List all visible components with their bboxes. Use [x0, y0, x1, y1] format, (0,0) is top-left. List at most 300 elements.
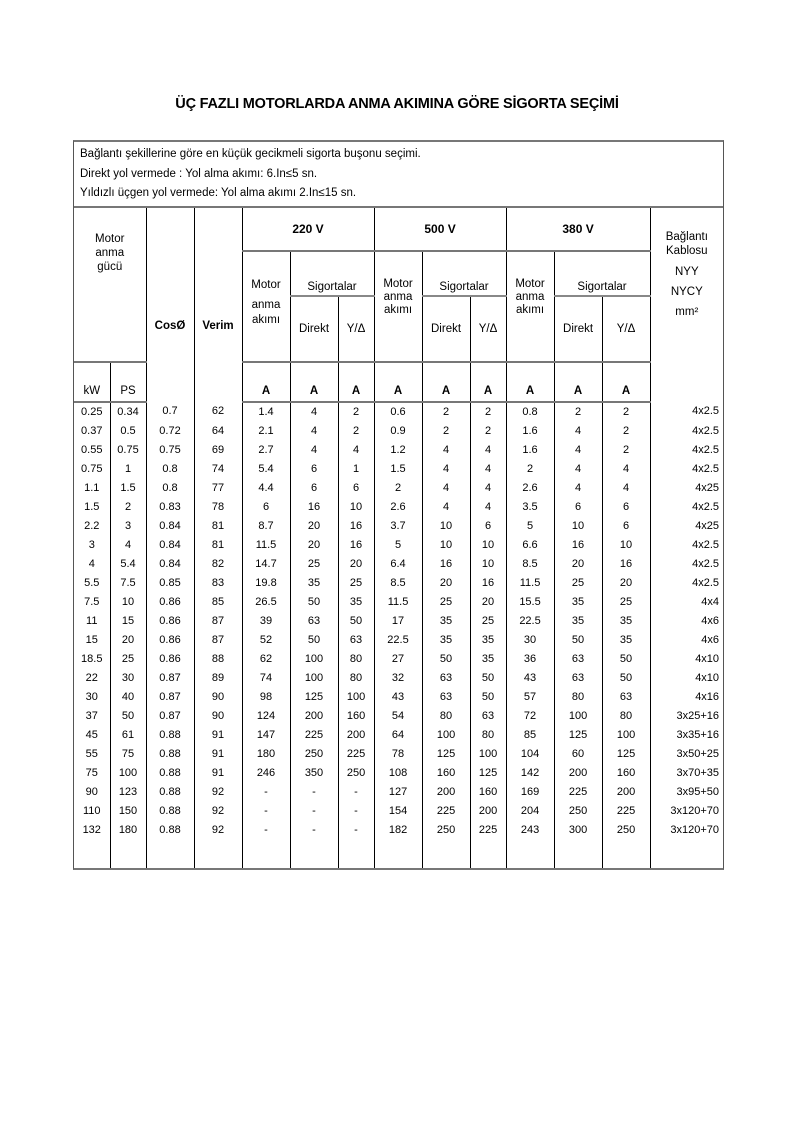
cell-star-delta-220: 20 [338, 555, 374, 574]
cell-cable: 4x2.5 [650, 574, 723, 593]
cell-star-delta-380: 2 [602, 422, 650, 441]
intro-line: Direkt yol vermede : Yol alma akımı: 6.In≤5 sn. [80, 167, 318, 180]
table-row [74, 517, 723, 536]
cell-current-220: 98 [242, 688, 290, 707]
cell-current-220: 4.4 [242, 479, 290, 498]
cell-direct-220: 100 [290, 669, 338, 688]
cell-cable: 3x50+25 [650, 745, 723, 764]
cell-star-delta-220: 4 [338, 441, 374, 460]
cell-cable: 4x2.5 [650, 441, 723, 460]
cable-nyy: NYY [674, 265, 699, 278]
cell-current-500: 5 [374, 536, 422, 555]
cell-efficiency: 83 [194, 574, 242, 593]
cell-direct-220: - [290, 802, 338, 821]
cell-direct-220: 16 [290, 498, 338, 517]
cell-kw: 15 [74, 631, 110, 650]
cell-current-220: 8.7 [242, 517, 290, 536]
cell-current-500: 2.6 [374, 498, 422, 517]
cell-cos: 0.7 [146, 402, 194, 422]
cell-cos: 0.75 [146, 441, 194, 460]
cell-ps: 5.4 [110, 555, 146, 574]
cell-current-380: 72 [506, 707, 554, 726]
cell-star-delta-380: 6 [602, 517, 650, 536]
cell-current-500: 43 [374, 688, 422, 707]
cell-star-delta-380: 35 [602, 631, 650, 650]
cell-current-220: 5.4 [242, 460, 290, 479]
cell-current-220: 62 [242, 650, 290, 669]
cell-cos: 0.87 [146, 707, 194, 726]
cell-direct-500: 10 [422, 517, 470, 536]
cell-cable: 4x2.5 [650, 402, 723, 422]
cell-cable: 4x16 [650, 688, 723, 707]
unit-a: A [506, 362, 554, 402]
cell-current-220: 39 [242, 612, 290, 631]
cell-direct-380: 63 [554, 650, 602, 669]
cell-ps: 40 [110, 688, 146, 707]
motor-current-500-header [374, 251, 422, 362]
cell-efficiency: 87 [194, 631, 242, 650]
cell-direct-220: 6 [290, 479, 338, 498]
cell-direct-500: 16 [422, 555, 470, 574]
cell-cos: 0.84 [146, 536, 194, 555]
cell-direct-220: 35 [290, 574, 338, 593]
cell-star-delta-220: 50 [338, 612, 374, 631]
cell-kw: 5.5 [74, 574, 110, 593]
cell-cable: 4x6 [650, 612, 723, 631]
cell-direct-380: 80 [554, 688, 602, 707]
cell-direct-380: 6 [554, 498, 602, 517]
cell-kw: 110 [74, 802, 110, 821]
table-row [74, 821, 723, 840]
cell-star-delta-380: 50 [602, 650, 650, 669]
cell-cos: 0.83 [146, 498, 194, 517]
cell-direct-500: 4 [422, 441, 470, 460]
cell-star-delta-380: 6 [602, 498, 650, 517]
cell-cos: 0.86 [146, 631, 194, 650]
cell-kw: 90 [74, 783, 110, 802]
cell-star-delta-500: 6 [470, 517, 506, 536]
cell-ps: 123 [110, 783, 146, 802]
cell-star-delta-220: 10 [338, 498, 374, 517]
cell-star-delta-380: 125 [602, 745, 650, 764]
intro-line: Bağlantı şekillerine göre en küçük gecikmeli sigorta buşonu seçimi. [80, 148, 421, 160]
cell-ps: 7.5 [110, 574, 146, 593]
cell-direct-500: 225 [422, 802, 470, 821]
cell-direct-220: 25 [290, 555, 338, 574]
cell-cable: 3x70+35 [650, 764, 723, 783]
cell-current-220: 124 [242, 707, 290, 726]
cell-current-220: 147 [242, 726, 290, 745]
cell-kw: 1.5 [74, 498, 110, 517]
cell-star-delta-220: 25 [338, 574, 374, 593]
cell-star-delta-220: 2 [338, 422, 374, 441]
cell-current-500: 64 [374, 726, 422, 745]
cell-star-delta-380: 10 [602, 536, 650, 555]
cable-label: Bağlantı Kablosu [665, 230, 708, 257]
cell-star-delta-380: 50 [602, 669, 650, 688]
cell-cable: 4x2.5 [650, 460, 723, 479]
cell-star-delta-220: 225 [338, 745, 374, 764]
table-row [74, 460, 723, 479]
cell-direct-380: 125 [554, 726, 602, 745]
cell-direct-380: 300 [554, 821, 602, 840]
cell-efficiency: 92 [194, 802, 242, 821]
cell-direct-220: 250 [290, 745, 338, 764]
motor-current-label: Motor anma akımı [515, 277, 545, 316]
motor-current-380-header [506, 251, 554, 362]
cell-direct-380: 25 [554, 574, 602, 593]
cell-cos: 0.88 [146, 764, 194, 783]
cell-ps: 25 [110, 650, 146, 669]
cell-cable: 4x2.5 [650, 498, 723, 517]
cell-star-delta-500: 10 [470, 536, 506, 555]
cell-efficiency: 82 [194, 555, 242, 574]
cell-direct-500: 63 [422, 669, 470, 688]
cell-star-delta-500: 100 [470, 745, 506, 764]
cell-kw: 11 [74, 612, 110, 631]
table-row [74, 422, 723, 441]
table-row [74, 631, 723, 650]
cell-kw: 4 [74, 555, 110, 574]
empty-cell [290, 840, 338, 868]
cell-cos: 0.86 [146, 612, 194, 631]
cell-direct-500: 125 [422, 745, 470, 764]
cell-direct-380: 4 [554, 422, 602, 441]
cell-current-380: 0.8 [506, 402, 554, 422]
cell-current-500: 17 [374, 612, 422, 631]
cell-kw: 75 [74, 764, 110, 783]
cell-current-220: 246 [242, 764, 290, 783]
motor-power-label: Motor anma gücü [95, 232, 125, 273]
cell-kw: 2.2 [74, 517, 110, 536]
cell-direct-220: 50 [290, 631, 338, 650]
page-title: ÜÇ FAZLI MOTORLARDA ANMA AKIMINA GÖRE SİGORTA SEÇİMİ [175, 96, 619, 112]
cell-efficiency: 92 [194, 783, 242, 802]
cell-current-220: 74 [242, 669, 290, 688]
empty-cell [374, 840, 422, 868]
cell-direct-220: - [290, 783, 338, 802]
unit-a: A [602, 362, 650, 402]
cell-efficiency: 64 [194, 422, 242, 441]
cell-ps: 1.5 [110, 479, 146, 498]
table-row [74, 650, 723, 669]
cell-direct-220: - [290, 821, 338, 840]
cell-star-delta-220: 100 [338, 688, 374, 707]
cell-efficiency: 87 [194, 612, 242, 631]
cell-direct-500: 50 [422, 650, 470, 669]
unit-a: A [242, 362, 290, 402]
cell-star-delta-380: 16 [602, 555, 650, 574]
cell-star-delta-380: 2 [602, 441, 650, 460]
cell-cable: 4x10 [650, 669, 723, 688]
table-row [74, 536, 723, 555]
cell-current-500: 8.5 [374, 574, 422, 593]
cell-current-220: 11.5 [242, 536, 290, 555]
cable-nycy: NYCY [670, 285, 703, 298]
cell-direct-380: 35 [554, 612, 602, 631]
cell-current-380: 1.6 [506, 441, 554, 460]
cell-current-380: 243 [506, 821, 554, 840]
cell-cable: 3x120+70 [650, 802, 723, 821]
empty-cell [242, 840, 290, 868]
cell-star-delta-500: 20 [470, 593, 506, 612]
unit-a: A [374, 362, 422, 402]
cell-cos: 0.84 [146, 555, 194, 574]
cell-star-delta-220: 63 [338, 631, 374, 650]
intro-notes [74, 142, 723, 208]
cell-current-500: 54 [374, 707, 422, 726]
cos-header: CosØ [146, 208, 194, 402]
data-table [74, 208, 723, 868]
cell-ps: 20 [110, 631, 146, 650]
cell-cos: 0.85 [146, 574, 194, 593]
cell-cable: 4x10 [650, 650, 723, 669]
cell-kw: 0.37 [74, 422, 110, 441]
cell-efficiency: 85 [194, 593, 242, 612]
cell-star-delta-500: 2 [470, 422, 506, 441]
cell-star-delta-500: 35 [470, 650, 506, 669]
cell-direct-220: 100 [290, 650, 338, 669]
cell-efficiency: 88 [194, 650, 242, 669]
cell-star-delta-220: 160 [338, 707, 374, 726]
cell-star-delta-380: 100 [602, 726, 650, 745]
cell-direct-380: 35 [554, 593, 602, 612]
empty-cell [470, 840, 506, 868]
cell-efficiency: 91 [194, 745, 242, 764]
cell-ps: 10 [110, 593, 146, 612]
cell-star-delta-500: 35 [470, 631, 506, 650]
table-row [74, 783, 723, 802]
cell-direct-220: 20 [290, 517, 338, 536]
cable-header [650, 208, 723, 402]
cell-ps: 3 [110, 517, 146, 536]
cell-kw: 55 [74, 745, 110, 764]
cell-current-380: 5 [506, 517, 554, 536]
table-row [74, 402, 723, 422]
cell-star-delta-380: 63 [602, 688, 650, 707]
cell-direct-500: 10 [422, 536, 470, 555]
fuses-500-header: Sigortalar [422, 251, 506, 296]
cell-star-delta-500: 4 [470, 479, 506, 498]
cell-current-380: 30 [506, 631, 554, 650]
cell-efficiency: 92 [194, 821, 242, 840]
cell-direct-220: 200 [290, 707, 338, 726]
cell-current-500: 1.5 [374, 460, 422, 479]
cell-cos: 0.8 [146, 460, 194, 479]
cell-current-220: 14.7 [242, 555, 290, 574]
table-row [74, 612, 723, 631]
cell-star-delta-380: 160 [602, 764, 650, 783]
cell-star-delta-380: 200 [602, 783, 650, 802]
table-row [74, 498, 723, 517]
cell-current-380: 1.6 [506, 422, 554, 441]
cell-ps: 150 [110, 802, 146, 821]
cell-star-delta-500: 4 [470, 498, 506, 517]
cell-current-500: 22.5 [374, 631, 422, 650]
cell-direct-220: 6 [290, 460, 338, 479]
empty-cell [338, 840, 374, 868]
cell-cos: 0.84 [146, 517, 194, 536]
cell-current-220: 2.7 [242, 441, 290, 460]
cell-cable: 4x4 [650, 593, 723, 612]
cell-direct-500: 63 [422, 688, 470, 707]
cell-star-delta-500: 10 [470, 555, 506, 574]
cell-star-delta-500: 160 [470, 783, 506, 802]
cell-current-500: 154 [374, 802, 422, 821]
cell-current-380: 3.5 [506, 498, 554, 517]
cell-current-220: 2.1 [242, 422, 290, 441]
empty-cell [146, 840, 194, 868]
cell-current-380: 43 [506, 669, 554, 688]
cell-kw: 0.55 [74, 441, 110, 460]
table-row [74, 479, 723, 498]
cell-cos: 0.87 [146, 669, 194, 688]
cell-current-380: 22.5 [506, 612, 554, 631]
cell-direct-380: 200 [554, 764, 602, 783]
cell-direct-500: 4 [422, 498, 470, 517]
cell-direct-380: 4 [554, 479, 602, 498]
cell-ps: 15 [110, 612, 146, 631]
cell-star-delta-500: 50 [470, 688, 506, 707]
cell-star-delta-220: 1 [338, 460, 374, 479]
cell-ps: 75 [110, 745, 146, 764]
direct-220-header: Direkt [290, 296, 338, 362]
cell-efficiency: 77 [194, 479, 242, 498]
empty-cell [650, 840, 723, 868]
cell-star-delta-220: 250 [338, 764, 374, 783]
cell-ps: 50 [110, 707, 146, 726]
cell-star-delta-500: 80 [470, 726, 506, 745]
fuses-380-header: Sigortalar [554, 251, 650, 296]
cell-ps: 100 [110, 764, 146, 783]
cell-current-220: - [242, 802, 290, 821]
cell-efficiency: 91 [194, 726, 242, 745]
cell-cos: 0.88 [146, 745, 194, 764]
cell-kw: 3 [74, 536, 110, 555]
cell-current-380: 2 [506, 460, 554, 479]
cell-current-220: - [242, 783, 290, 802]
cell-kw: 30 [74, 688, 110, 707]
cell-direct-500: 80 [422, 707, 470, 726]
cell-direct-500: 4 [422, 479, 470, 498]
cell-ps: 4 [110, 536, 146, 555]
cell-cable: 3x95+50 [650, 783, 723, 802]
cell-cable: 4x2.5 [650, 555, 723, 574]
cell-cos: 0.88 [146, 726, 194, 745]
cell-current-500: 6.4 [374, 555, 422, 574]
cell-efficiency: 90 [194, 707, 242, 726]
cell-star-delta-500: 125 [470, 764, 506, 783]
cell-cable: 4x2.5 [650, 422, 723, 441]
cell-current-500: 11.5 [374, 593, 422, 612]
motor-current-label: Motor [251, 278, 281, 291]
cell-ps: 61 [110, 726, 146, 745]
table-row [74, 669, 723, 688]
cell-kw: 0.25 [74, 402, 110, 422]
cell-current-500: 108 [374, 764, 422, 783]
unit-a: A [338, 362, 374, 402]
cell-cable: 3x120+70 [650, 821, 723, 840]
cell-star-delta-380: 225 [602, 802, 650, 821]
direct-380-header: Direkt [554, 296, 602, 362]
cell-current-380: 11.5 [506, 574, 554, 593]
cell-current-380: 142 [506, 764, 554, 783]
cell-star-delta-380: 4 [602, 460, 650, 479]
cell-direct-380: 63 [554, 669, 602, 688]
motor-current-label: anma akımı [251, 298, 281, 326]
cell-current-380: 36 [506, 650, 554, 669]
cell-current-380: 204 [506, 802, 554, 821]
voltage-220-header: 220 V [242, 208, 374, 251]
table-row [74, 574, 723, 593]
cell-current-380: 57 [506, 688, 554, 707]
motor-current-label: Motor anma akımı [383, 277, 413, 316]
cell-cable: 3x35+16 [650, 726, 723, 745]
cell-direct-500: 160 [422, 764, 470, 783]
cell-ps: 30 [110, 669, 146, 688]
cell-efficiency: 91 [194, 764, 242, 783]
cell-efficiency: 90 [194, 688, 242, 707]
cell-current-380: 2.6 [506, 479, 554, 498]
cell-star-delta-380: 35 [602, 612, 650, 631]
cable-unit: mm² [675, 305, 699, 318]
fuses-220-header: Sigortalar [290, 251, 374, 296]
cell-direct-380: 4 [554, 460, 602, 479]
cell-cos: 0.8 [146, 479, 194, 498]
cell-current-380: 8.5 [506, 555, 554, 574]
cell-direct-500: 2 [422, 402, 470, 422]
cell-star-delta-500: 225 [470, 821, 506, 840]
table-row [74, 764, 723, 783]
cell-star-delta-500: 4 [470, 460, 506, 479]
cell-star-delta-500: 200 [470, 802, 506, 821]
star-delta-380-header: Y/Δ [602, 296, 650, 362]
cell-current-380: 85 [506, 726, 554, 745]
cell-cos: 0.88 [146, 821, 194, 840]
cell-star-delta-500: 4 [470, 441, 506, 460]
cell-ps: 0.75 [110, 441, 146, 460]
cell-star-delta-220: 200 [338, 726, 374, 745]
cell-direct-220: 4 [290, 422, 338, 441]
table-row [74, 745, 723, 764]
cell-kw: 7.5 [74, 593, 110, 612]
cell-cable: 4x25 [650, 517, 723, 536]
table-row [74, 555, 723, 574]
table-row [74, 802, 723, 821]
cell-direct-380: 250 [554, 802, 602, 821]
cell-star-delta-380: 250 [602, 821, 650, 840]
cell-efficiency: 62 [194, 402, 242, 422]
cell-star-delta-220: 6 [338, 479, 374, 498]
cell-direct-220: 4 [290, 441, 338, 460]
cell-direct-500: 2 [422, 422, 470, 441]
cell-direct-380: 50 [554, 631, 602, 650]
table-body [74, 402, 723, 868]
cell-efficiency: 78 [194, 498, 242, 517]
cell-ps: 1 [110, 460, 146, 479]
unit-kw: kW [74, 362, 110, 402]
cell-direct-220: 225 [290, 726, 338, 745]
cell-star-delta-380: 4 [602, 479, 650, 498]
cell-kw: 45 [74, 726, 110, 745]
unit-a: A [554, 362, 602, 402]
cell-star-delta-220: 35 [338, 593, 374, 612]
cell-direct-380: 2 [554, 402, 602, 422]
cell-direct-380: 10 [554, 517, 602, 536]
cell-cos: 0.86 [146, 593, 194, 612]
cell-star-delta-220: 16 [338, 536, 374, 555]
unit-ps: PS [110, 362, 146, 402]
